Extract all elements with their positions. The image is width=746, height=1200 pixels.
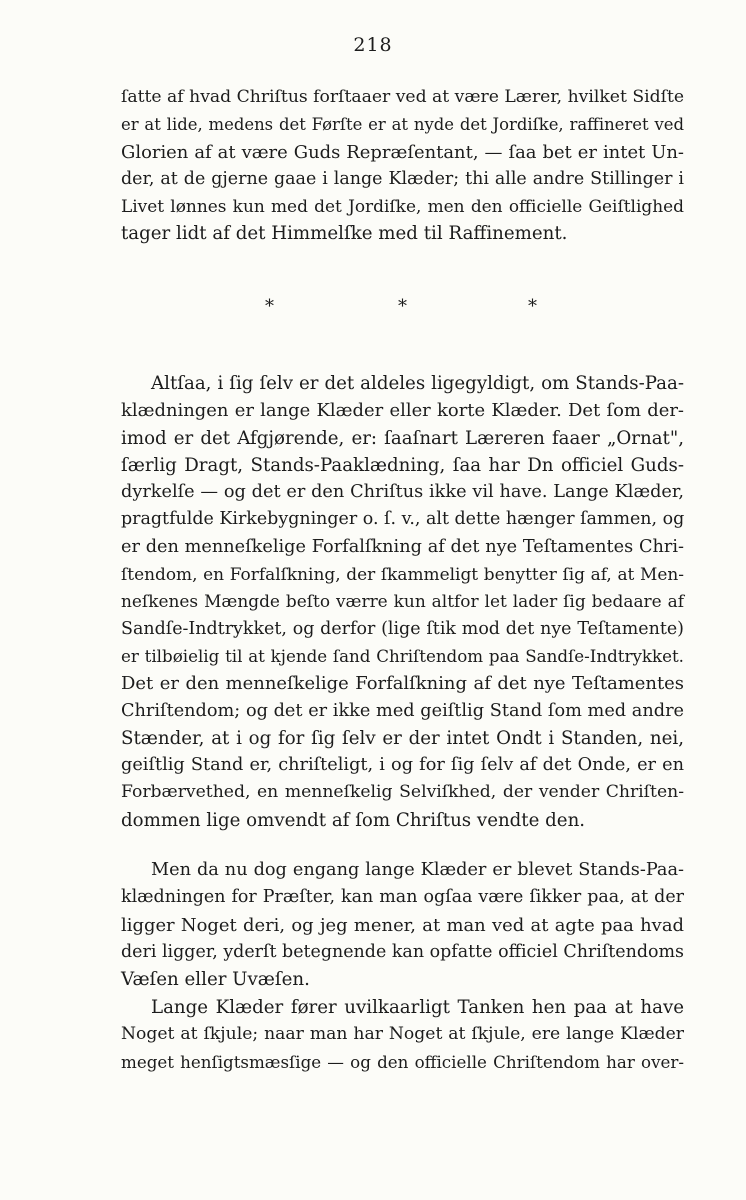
paragraph-4: [121, 994, 684, 1076]
page-number: 218: [353, 34, 393, 56]
text-line: ſtendom, en Forfalſkning, der ſkammeligt benytter ſig af, at Men-: [121, 564, 684, 585]
text-line: klædningen for Præſter, kan man ogſaa være ſikker paa, at der: [121, 887, 684, 908]
text-line: Men da nu dog engang lange Klæder er blevet Stands-Paa-: [151, 860, 684, 880]
text-line: Sandſe-Indtrykket, og derfor (lige ſtik mod det nye Teſtamente): [121, 618, 684, 639]
paragraph-2: [121, 370, 684, 834]
text-line: geiſtlig Stand er, chriſteligt, i og for ſig ſelv af det Onde, er en: [121, 755, 684, 776]
text-line: imod er det Afgjørende, er: ſaaſnart Læreren faaer „Ornat",: [121, 427, 684, 449]
text-line: Stænder, at i og for ſig ſelv er der intet Ondt i Standen, nei,: [121, 727, 684, 749]
text-line: Forbærvethed, en menneſkelig Selviſkhed, der vender Chriſten-: [121, 782, 684, 803]
text-line: Noget at ſkjule; naar man har Noget at ſkjule, ere lange Klæder: [121, 1024, 684, 1045]
text-line: pragtfulde Kirkebygninger o. ſ. v., alt dette hænger ſammen, og: [121, 509, 685, 530]
text-line: er den menneſkelige Forfalſkning af det nye Teſtamentes Chri-: [121, 536, 684, 557]
text-line: ſærlig Dragt, Stands-Paaklædning, ſaa har Dn officiel Guds-: [121, 454, 684, 476]
text-line: Væſen eller Uvæſen.: [121, 969, 310, 991]
section-break: [0, 296, 746, 316]
text-line: deri ligger, yderſt betegnende kan opfatte officiel Chriſtendoms: [121, 941, 684, 962]
text-line: klædningen er lange Klæder eller korte Klæder. Det ſom der-: [121, 400, 684, 422]
text-line: ſatte af hvad Chriſtus forſtaaer ved at være Lærer, hvilket Sidſte: [121, 87, 685, 107]
text-line: Det er den menneſkelige Forfalſkning af det nye Teſtamentes: [121, 673, 684, 695]
text-line: dommen lige omvendt af ſom Chriſtus vendte den.: [121, 809, 586, 831]
text-line: meget henſigtsmæsſige — og den officielle Chriſtendom har over-: [121, 1051, 684, 1072]
text-line: Altſaa, i ſig ſelv er det aldeles ligegyldigt, om Stands-Paa-: [151, 373, 684, 394]
text-line: dyrkelſe — og det er den Chriſtus ikke vil have. Lange Klæder,: [121, 482, 684, 503]
text-line: er at lide, medens det Førſte er at nyde det Jordiſke, raffineret ved: [121, 115, 684, 135]
asterisk: *: [265, 296, 274, 317]
text-line: Livet lønnes kun med det Jordiſke, men den officielle Geiſtlighed: [121, 196, 684, 217]
text-line: neſkenes Mængde beſto værre kun altfor let lader ſig bedaare af: [121, 591, 684, 612]
text-line: tager lidt af det Himmelſke med til Raffinement.: [121, 223, 568, 245]
text-line: er tilbøielig til at kjende ſand Chriſtendom paa Sandſe-Indtrykket.: [121, 645, 684, 666]
text-line: Glorien af at være Guds Repræſentant, — ſaa bet er intet Un-: [121, 141, 684, 163]
asterisk: *: [398, 296, 407, 317]
text-line: Chriſtendom; og det er ikke med geiſtlig Stand ſom med andre: [121, 700, 684, 721]
text-line: der, at de gjerne gaae i lange Klæder; thi alle andre Stillinger i: [121, 168, 684, 189]
text-line: Lange Klæder fører uvilkaarligt Tanken hen paa at have: [151, 997, 684, 1018]
asterisk: *: [528, 296, 537, 317]
text-line: ligger Noget deri, og jeg mener, at man ved at agte paa hvad: [121, 914, 684, 936]
paragraph-1: [121, 84, 684, 248]
paragraph-3: [121, 857, 684, 993]
